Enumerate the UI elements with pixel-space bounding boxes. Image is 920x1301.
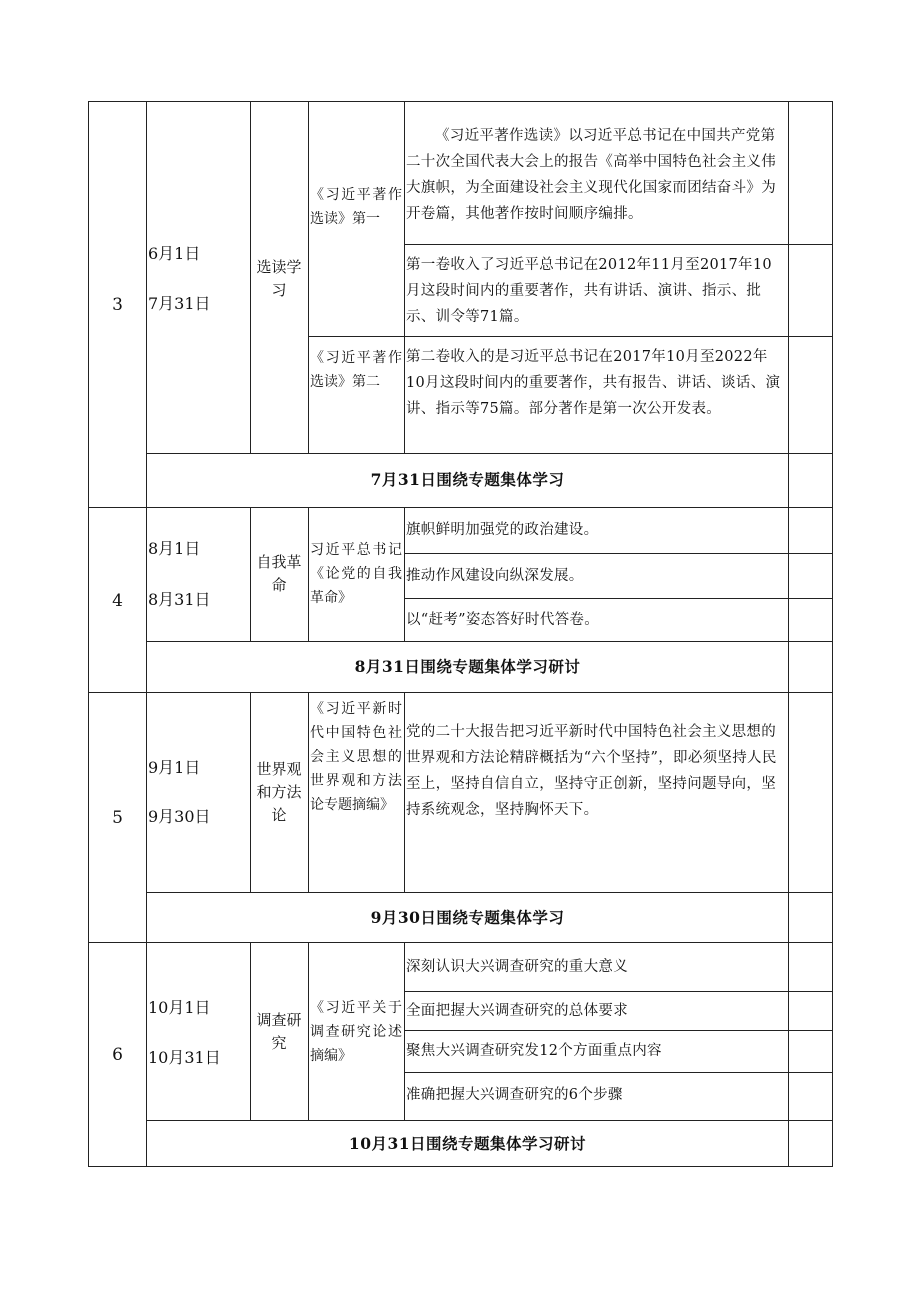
grid-line xyxy=(250,101,251,454)
date-end: 8月31日 xyxy=(148,590,211,609)
grid-line xyxy=(88,101,833,102)
summary-row: 10月31日围绕专题集体学习研讨 xyxy=(348,1134,587,1153)
book-title: 《习近平著作选读》第二 xyxy=(310,350,402,390)
grid-line xyxy=(404,244,833,245)
grid-line xyxy=(88,1166,833,1167)
summary-row: 8月31日围绕专题集体学习研讨 xyxy=(354,657,581,676)
book-title: 《习近平著作选读》第一 xyxy=(310,187,402,227)
content-item: 第一卷收入了习近平总书记在2012年11月至2017年10月这段时间内的重要著作，共有讲话、演讲、指示、批示、训令等71篇。 xyxy=(406,257,772,325)
grid-line xyxy=(404,1030,833,1031)
grid-line xyxy=(88,507,833,508)
section-number: 6 xyxy=(112,1045,123,1065)
book-title: 习近平总书记《论党的自我革命》 xyxy=(310,542,402,606)
section-number: 5 xyxy=(112,808,123,828)
grid-line xyxy=(308,101,309,454)
date-start: 6月1日 xyxy=(148,244,201,263)
grid-line xyxy=(308,336,833,337)
category-label: 选读学习 xyxy=(256,258,302,299)
content-item: 准确把握大兴调查研究的6个步骤 xyxy=(406,1087,623,1103)
grid-line xyxy=(832,101,833,1167)
category-label: 世界观和方法论 xyxy=(256,760,302,824)
content-item: 推动作风建设向纵深发展。 xyxy=(406,568,584,584)
book-title: 《习近平新时代中国特色社会主义思想的世界观和方法论专题摘编》 xyxy=(310,701,402,813)
section-number: 3 xyxy=(112,295,123,315)
content-item: 旗帜鲜明加强党的政治建设。 xyxy=(406,522,599,538)
grid-line xyxy=(250,942,251,1121)
book-title: 《习近平关于调查研究论述摘编》 xyxy=(310,1000,402,1064)
summary-row: 9月30日围绕专题集体学习 xyxy=(370,908,565,927)
content-item: 聚焦大兴调查研究发12个方面重点内容 xyxy=(406,1043,662,1059)
grid-line xyxy=(250,507,251,642)
grid-line xyxy=(250,692,251,893)
date-end: 10月31日 xyxy=(148,1048,221,1067)
grid-line xyxy=(404,553,833,554)
date-end: 9月30日 xyxy=(148,807,211,826)
grid-line xyxy=(308,507,309,642)
grid-line xyxy=(404,991,833,992)
grid-line xyxy=(88,101,89,1167)
date-end: 7月31日 xyxy=(148,294,211,313)
grid-line xyxy=(404,101,405,454)
grid-line xyxy=(88,692,833,693)
grid-line xyxy=(308,692,309,893)
grid-line xyxy=(404,942,405,1121)
content-item: 第二卷收入的是习近平总书记在2017年10月至2022年10月这段时间内的重要著作，共有报告、讲话、谈话、演讲、指示等75篇。部分著作是第一次公开发表。 xyxy=(406,349,781,417)
grid-line xyxy=(88,942,833,943)
category-label: 自我革命 xyxy=(256,553,302,594)
date-start: 8月1日 xyxy=(148,539,201,558)
grid-line xyxy=(404,1072,833,1073)
grid-line xyxy=(788,101,789,1167)
grid-line xyxy=(404,598,833,599)
grid-line xyxy=(308,942,309,1121)
grid-line xyxy=(404,692,405,893)
date-start: 10月1日 xyxy=(148,998,211,1017)
date-start: 9月1日 xyxy=(148,758,201,777)
grid-line xyxy=(146,101,147,1167)
section-number: 4 xyxy=(112,591,123,611)
content-item: 党的二十大报告把习近平新时代中国特色社会主义思想的世界观和方法论精辟概括为“六个坚持”，即必须坚持人民至上，坚持自信自立，坚持守正创新，坚持问题导向，坚持系统观念，坚持胸怀天下。 xyxy=(406,724,777,818)
grid-line xyxy=(404,507,405,642)
summary-row: 7月31日围绕专题集体学习 xyxy=(370,470,565,489)
content-item: 深刻认识大兴调查研究的重大意义 xyxy=(406,959,628,975)
content-item: 《习近平著作选读》以习近平总书记在中国共产党第二十次全国代表大会上的报告《高举中国特色社会主义伟大旗帜，为全面建设社会主义现代化国家而团结奋斗》为开卷篇，其他著作按时间顺序编排。 xyxy=(406,128,776,222)
category-label: 调查研究 xyxy=(256,1011,302,1052)
content-item: 全面把握大兴调查研究的总体要求 xyxy=(406,1003,628,1019)
content-item: 以“赶考”姿态答好时代答卷。 xyxy=(406,612,600,628)
